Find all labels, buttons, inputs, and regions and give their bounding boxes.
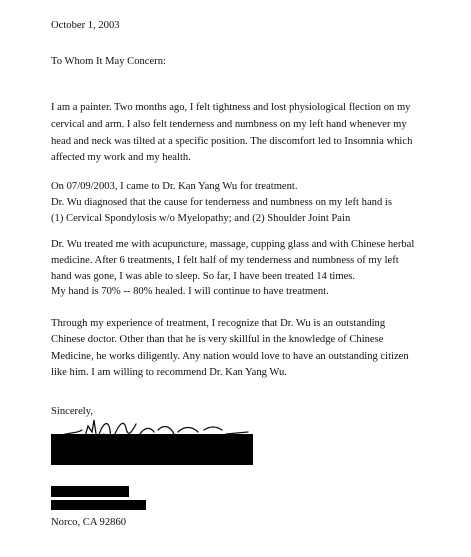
paragraph-line: head and neck was tilted at a specific position. The discomfort led to Insomnia which <box>51 136 413 147</box>
paragraph-line: Chinese doctor. Other than that he is very skillful in the knowledge of Chinese <box>51 334 384 345</box>
address-city: Norco, CA 92860 <box>51 517 127 528</box>
letter-closing: Sincerely, <box>51 406 93 417</box>
paragraph-line: like him. I am willing to recommend Dr. Kan Yang Wu. <box>51 367 287 378</box>
paragraph-line: Dr. Wu diagnosed that the cause for tenderness and numbness on my left hand is <box>51 197 392 208</box>
paragraph-line: I am a painter. Two months ago, I felt tightness and lost physiological flection on my <box>51 102 411 113</box>
paragraph-line: On 07/09/2003, I came to Dr. Kan Yang Wu for treatment. <box>51 181 298 192</box>
redaction-bar <box>51 434 253 465</box>
paragraph-line: Medicine, he works diligently. Any nation would love to have an outstanding citizen <box>51 351 409 362</box>
paragraph-line: (1) Cervical Spondylosis w/o Myelopathy; and (2) Shoulder Joint Pain <box>51 213 351 224</box>
paragraph-line: My hand is 70% -- 80% healed. I will continue to have treatment. <box>51 286 329 297</box>
paragraph-line: affected my work and my health. <box>51 152 191 163</box>
paragraph-line: Dr. Wu treated me with acupuncture, massage, cupping glass and with Chinese herbal <box>51 239 415 250</box>
paragraph-line: medicine. After 6 treatments, I felt half of my tenderness and numbness of my left <box>51 255 399 266</box>
redaction-bar <box>51 500 146 510</box>
letter-salutation: To Whom It May Concern: <box>51 56 166 67</box>
letter-date: October 1, 2003 <box>51 20 120 31</box>
paragraph-line: hand was gone, I was able to sleep. So far, I have been treated 14 times. <box>51 271 356 282</box>
paragraph-line: cervical and arm. I also felt tenderness and numbness on my left hand whenever my <box>51 119 407 130</box>
redaction-bar <box>51 486 129 497</box>
paragraph-line: Through my experience of treatment, I recognize that Dr. Wu is an outstanding <box>51 318 386 329</box>
